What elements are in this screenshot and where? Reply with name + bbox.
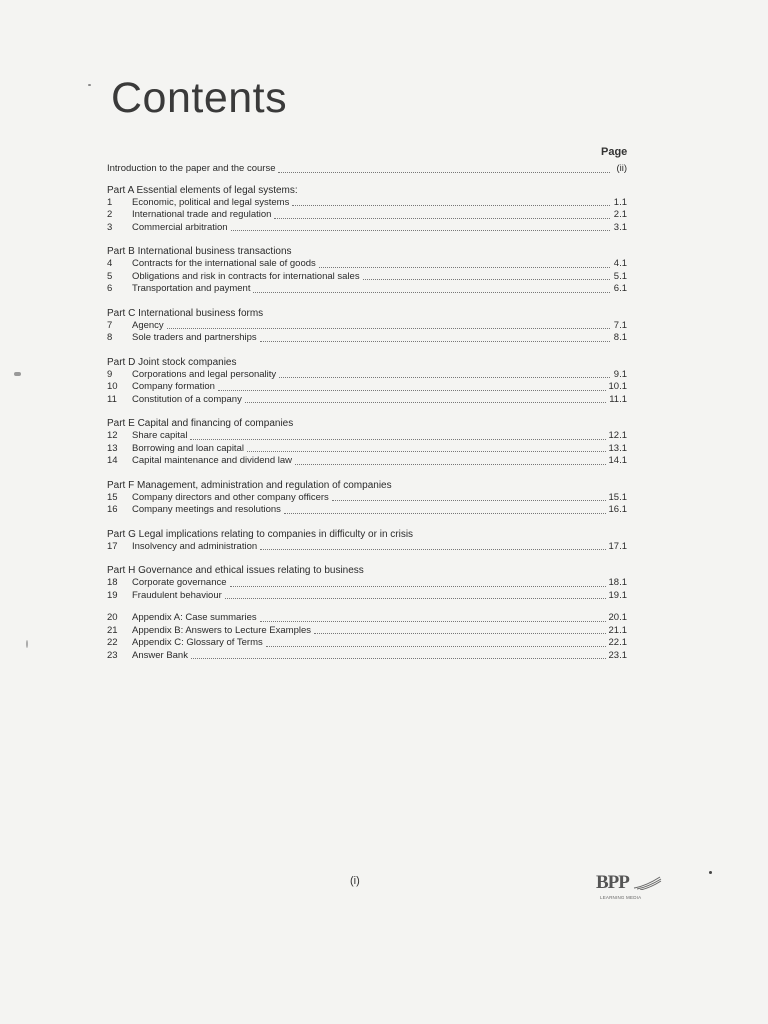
toc-entry[interactable] <box>107 394 627 407</box>
toc-appendices <box>107 612 627 662</box>
part-heading: Part B International business transactions <box>107 246 292 257</box>
toc-entry[interactable] <box>107 430 627 443</box>
chapter-number: 12 <box>107 430 118 441</box>
chapter-page: 3.1 <box>613 221 627 233</box>
toc-intro-row[interactable] <box>107 163 627 176</box>
chapter-title: Agency <box>132 319 164 331</box>
dot-leader <box>260 549 605 550</box>
dot-leader <box>260 621 606 622</box>
toc-entry[interactable] <box>107 381 627 394</box>
chapter-number: 10 <box>107 381 118 392</box>
toc-entry[interactable] <box>107 283 627 296</box>
chapter-number: 16 <box>107 504 118 515</box>
publisher-logo <box>596 872 666 908</box>
chapter-number: 20 <box>107 612 118 623</box>
chapter-title: Transportation and payment <box>132 283 251 294</box>
chapter-page: 7.1 <box>613 319 627 331</box>
scan-speck <box>26 640 28 648</box>
toc-entry[interactable] <box>107 455 627 468</box>
chapter-number: 11 <box>107 393 117 405</box>
chapter-title: Borrowing and loan capital <box>132 442 244 454</box>
chapter-title: Capital maintenance and dividend law <box>132 455 293 466</box>
toc-entry[interactable] <box>107 369 627 382</box>
chapter-title: Appendix B: Answers to Lecture Examples <box>132 624 312 636</box>
chapter-title: Constitution of a company <box>132 393 242 405</box>
dot-leader <box>319 267 610 268</box>
dot-leader <box>247 451 606 452</box>
chapter-page: 2.1 <box>613 209 627 220</box>
chapter-number: 3 <box>107 221 113 233</box>
chapter-page: 6.1 <box>613 283 627 294</box>
chapter-title: Economic, political and legal systems <box>132 196 290 208</box>
part-heading: Part C International business forms <box>107 307 264 319</box>
chapter-page: 8.1 <box>613 332 627 343</box>
chapter-title: Answer Bank <box>132 649 188 661</box>
dot-leader <box>274 218 610 219</box>
toc-entry[interactable] <box>107 271 627 284</box>
chapter-page: 16.1 <box>608 504 627 515</box>
chapter-page: 1.1 <box>613 196 627 208</box>
chapter-page: 18.1 <box>608 577 627 588</box>
toc-intro-page: (ii) <box>616 163 627 174</box>
dot-leader <box>190 439 605 440</box>
chapter-page: 9.1 <box>613 368 627 380</box>
toc-parts <box>107 184 627 603</box>
chapter-title: Corporate governance <box>132 577 227 588</box>
chapter-number: 4 <box>107 258 113 269</box>
logo-mark: BPP <box>596 872 629 893</box>
chapter-number: 19 <box>107 589 118 601</box>
chapter-page: 20.1 <box>608 612 627 623</box>
chapter-title: Company formation <box>132 381 215 392</box>
chapter-number: 23 <box>107 649 118 661</box>
dot-leader <box>332 500 606 501</box>
dot-leader <box>253 292 610 293</box>
scan-speck <box>14 372 21 376</box>
chapter-title: Contracts for the international sale of goods <box>132 258 316 269</box>
table-of-contents <box>107 163 627 662</box>
chapter-page: 15.1 <box>608 491 627 503</box>
chapter-title: Corporations and legal personality <box>132 368 277 380</box>
page-column-label: Page <box>601 146 628 158</box>
dot-leader <box>314 633 605 634</box>
toc-entry[interactable] <box>107 541 627 554</box>
chapter-page: 11.1 <box>609 393 627 405</box>
chapter-title: Sole traders and partnerships <box>132 332 257 343</box>
chapter-page: 23.1 <box>608 649 627 661</box>
toc-entry[interactable] <box>107 650 627 663</box>
part-heading: Part A Essential elements of legal systems: <box>107 184 298 196</box>
chapter-page: 14.1 <box>608 455 627 466</box>
dot-leader <box>230 586 606 587</box>
page-title: Contents <box>111 74 288 122</box>
part-heading: Part H Governance and ethical issues relating to business <box>107 565 364 576</box>
chapter-number: 1 <box>107 196 113 208</box>
spacer <box>107 602 627 612</box>
toc-entry[interactable] <box>107 612 627 625</box>
chapter-page: 21.1 <box>608 624 627 636</box>
chapter-page: 13.1 <box>608 442 627 454</box>
chapter-number: 9 <box>107 368 113 380</box>
chapter-page: 17.1 <box>608 540 627 552</box>
chapter-number: 7 <box>107 319 113 331</box>
chapter-page: 22.1 <box>608 637 627 648</box>
logo-subtitle: LEARNING MEDIA <box>600 895 642 900</box>
chapter-number: 5 <box>107 270 113 282</box>
chapter-title: Insolvency and administration <box>132 540 258 552</box>
toc-entry[interactable] <box>107 332 627 345</box>
chapter-number: 22 <box>107 637 118 648</box>
chapter-number: 6 <box>107 283 113 294</box>
part-heading: Part E Capital and financing of companies <box>107 418 294 429</box>
dot-leader <box>284 513 606 514</box>
dot-leader <box>295 464 605 465</box>
dot-leader <box>231 230 610 231</box>
toc-entry[interactable] <box>107 625 627 638</box>
toc-entry[interactable] <box>107 222 627 235</box>
chapter-page: 19.1 <box>608 589 627 601</box>
toc-entry[interactable] <box>107 258 627 271</box>
toc-entry[interactable] <box>107 637 627 650</box>
dot-leader <box>225 598 606 599</box>
dot-leader <box>191 658 606 659</box>
toc-entry[interactable] <box>107 320 627 333</box>
chapter-title: Commercial arbitration <box>132 221 228 233</box>
part-heading: Part F Management, administration and regulation of companies <box>107 479 392 491</box>
chapter-number: 18 <box>107 577 118 588</box>
toc-intro-label: Introduction to the paper and the course <box>107 163 276 174</box>
logo-swoosh-icon <box>632 876 662 890</box>
chapter-title: Company directors and other company officers <box>132 491 329 503</box>
part-heading: Part G Legal implications relating to companies in difficulty or in crisis <box>107 528 414 540</box>
chapter-page: 10.1 <box>608 381 627 392</box>
dot-leader <box>279 377 610 378</box>
chapter-page: 4.1 <box>613 258 627 269</box>
dot-leader <box>278 172 610 173</box>
chapter-number: 13 <box>107 442 118 454</box>
toc-entry[interactable] <box>107 209 627 222</box>
chapter-page: 5.1 <box>613 270 627 282</box>
dot-leader <box>245 402 606 403</box>
chapter-page: 12.1 <box>608 430 627 441</box>
chapter-title: Appendix A: Case summaries <box>132 612 257 623</box>
toc-entry[interactable] <box>107 504 627 517</box>
chapter-number: 15 <box>107 491 118 503</box>
chapter-title: Share capital <box>132 430 188 441</box>
chapter-number: 21 <box>107 624 118 636</box>
toc-entry[interactable] <box>107 590 627 603</box>
dot-leader <box>292 205 610 206</box>
toc-entry[interactable] <box>107 492 627 505</box>
chapter-number: 2 <box>107 209 113 220</box>
chapter-number: 17 <box>107 540 118 552</box>
dot-leader <box>167 328 610 329</box>
scan-speck <box>88 84 91 86</box>
chapter-title: Obligations and risk in contracts for international sales <box>132 270 360 282</box>
page-folio: (i) <box>350 875 360 887</box>
chapter-number: 8 <box>107 332 113 343</box>
part-heading: Part D Joint stock companies <box>107 356 237 368</box>
chapter-title: Fraudulent behaviour <box>132 589 222 601</box>
toc-entry[interactable] <box>107 443 627 456</box>
chapter-number: 14 <box>107 455 118 466</box>
dot-leader <box>260 341 610 342</box>
chapter-title: Company meetings and resolutions <box>132 504 281 515</box>
dot-leader <box>363 279 610 280</box>
dot-leader <box>266 646 606 647</box>
toc-entry[interactable] <box>107 197 627 210</box>
dot-leader <box>218 390 606 391</box>
chapter-title: Appendix C: Glossary of Terms <box>132 637 263 648</box>
chapter-title: International trade and regulation <box>132 209 272 220</box>
toc-entry[interactable] <box>107 577 627 590</box>
scan-speck <box>709 871 712 874</box>
